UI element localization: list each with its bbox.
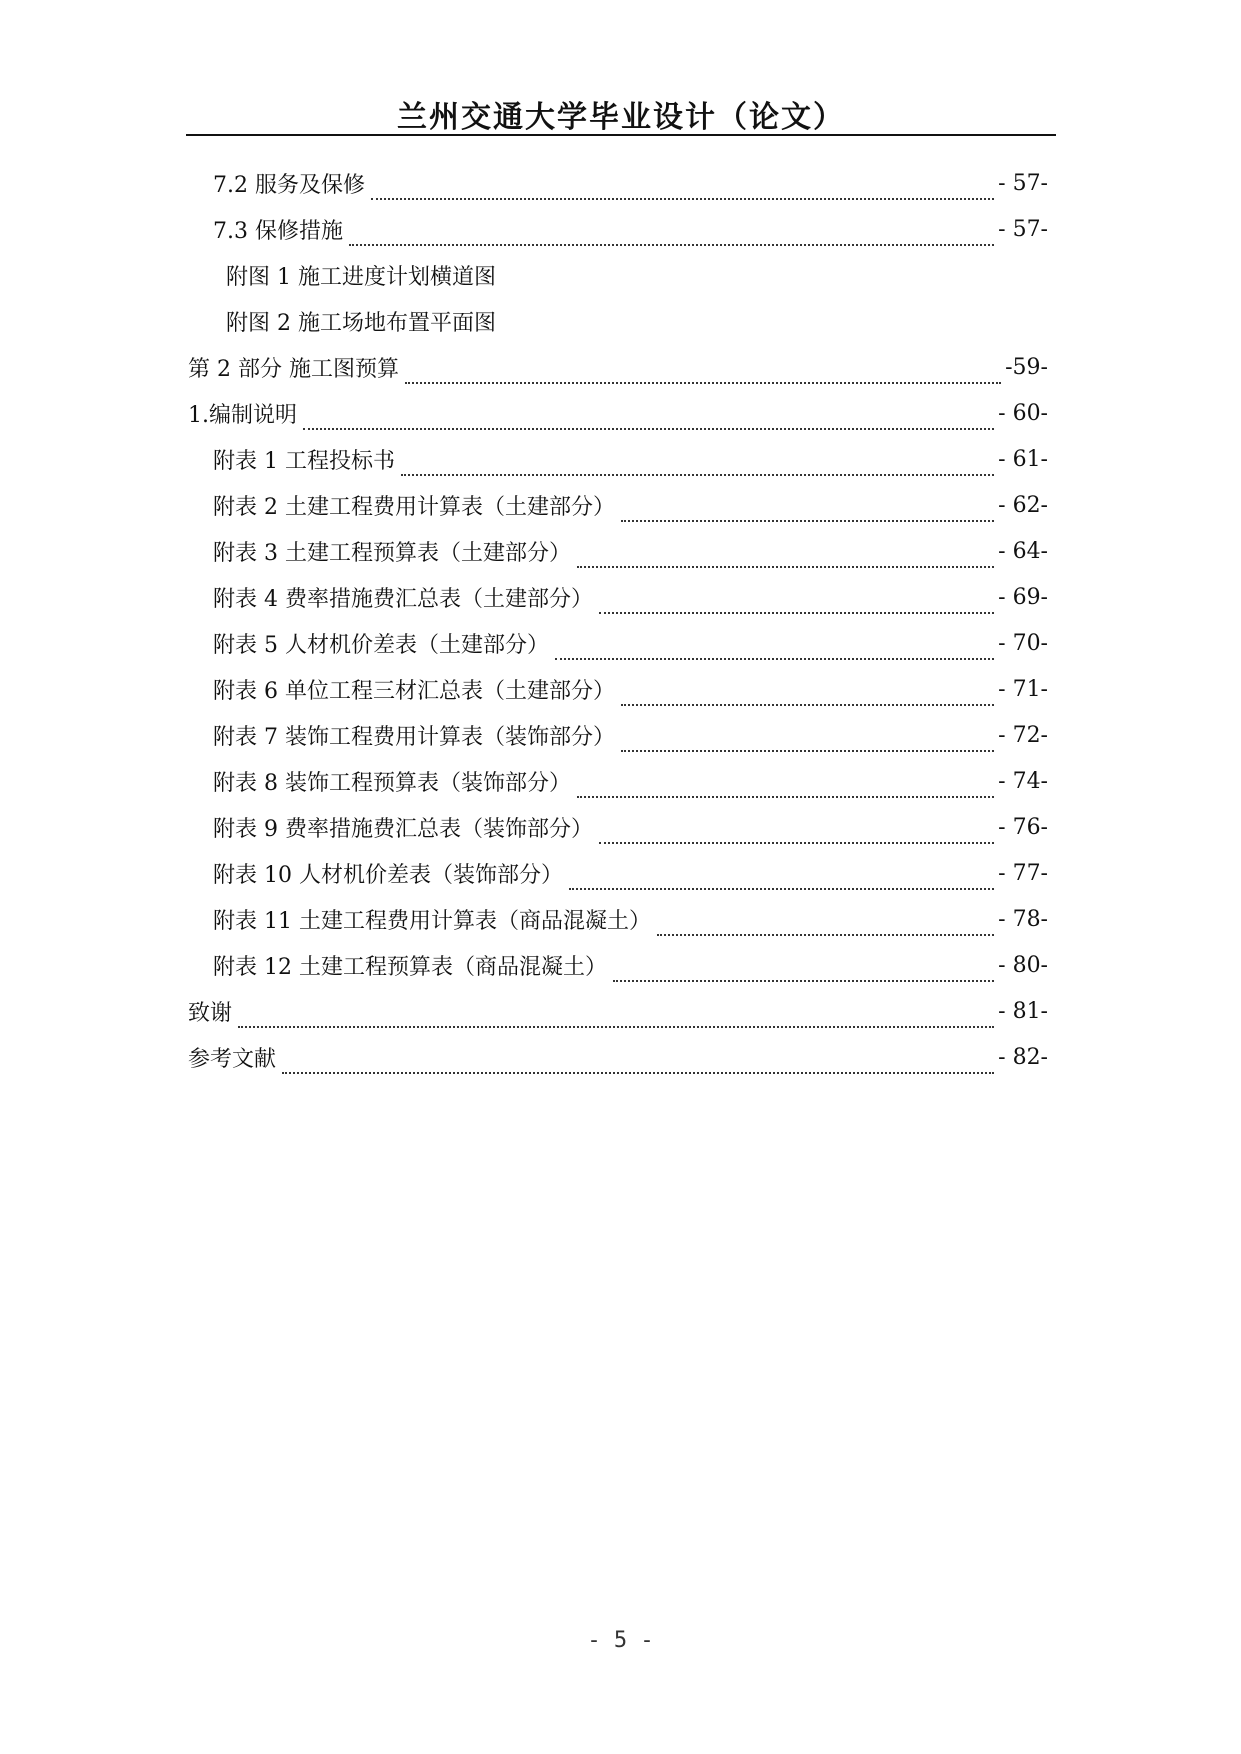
toc-entry-label: 附表 9 费率措施费汇总表（装饰部分） [213, 812, 599, 843]
toc-dot-leader [621, 728, 994, 752]
toc-entry[interactable] [188, 1034, 1048, 1080]
toc-entry-page: - 62- [998, 492, 1048, 518]
toc-entry-page: - 77- [998, 860, 1048, 886]
toc-dot-leader [577, 774, 994, 798]
toc-entry[interactable] [188, 988, 1048, 1034]
toc-dot-leader [238, 1004, 994, 1028]
toc-entry-page: - 81- [998, 998, 1048, 1024]
toc-entry[interactable] [188, 482, 1048, 528]
toc-dot-leader [349, 222, 994, 246]
toc-entry-label: 附表 6 单位工程三材汇总表（土建部分） [213, 674, 621, 705]
toc-dot-leader [621, 682, 994, 706]
toc-dot-leader [569, 866, 994, 890]
toc-entry-label: 附表 11 土建工程费用计算表（商品混凝土） [213, 904, 657, 935]
toc-entry-label: 第 2 部分 施工图预算 [188, 352, 405, 383]
toc-entry-page: - 72- [998, 722, 1048, 748]
toc-entry[interactable] [188, 666, 1048, 712]
toc-entry-label: 1.编制说明 [188, 398, 303, 429]
toc-entry-label: 附表 8 装饰工程预算表（装饰部分） [213, 766, 577, 797]
toc-entry-label: 附图 1 施工进度计划横道图 [226, 260, 502, 291]
toc-entry-page: - 78- [998, 906, 1048, 932]
toc-entry[interactable] [188, 344, 1048, 390]
toc-dot-leader [599, 820, 994, 844]
toc-entry-page: - 57- [998, 216, 1048, 242]
toc-dot-leader [303, 406, 994, 430]
toc-entry-page: - 57- [998, 170, 1048, 196]
toc-entry[interactable] [188, 206, 1048, 252]
toc-entry-page: - 69- [998, 584, 1048, 610]
toc-entry-page: - 61- [998, 446, 1048, 472]
page-number: - 5 - [587, 1628, 654, 1653]
toc-dot-leader [282, 1050, 994, 1074]
toc-entry[interactable] [188, 298, 1048, 344]
toc-entry-label: 附表 7 装饰工程费用计算表（装饰部分） [213, 720, 621, 751]
toc-entry[interactable] [188, 804, 1048, 850]
toc-entry-label: 7.3 保修措施 [213, 214, 349, 245]
toc-entry[interactable] [188, 758, 1048, 804]
toc-entry-page: - 60- [998, 400, 1048, 426]
toc-dot-leader [577, 544, 994, 568]
toc-dot-leader [621, 498, 994, 522]
toc-entry-label: 致谢 [188, 996, 238, 1027]
toc-dot-leader [401, 452, 994, 476]
toc-entry-page: - 71- [998, 676, 1048, 702]
toc-entry-label: 附图 2 施工场地布置平面图 [226, 306, 502, 337]
toc-entry[interactable] [188, 712, 1048, 758]
toc-entry[interactable] [188, 942, 1048, 988]
toc-dot-leader [405, 360, 1001, 384]
toc-dot-leader [657, 912, 994, 936]
header-divider [186, 134, 1056, 136]
toc-entry[interactable] [188, 620, 1048, 666]
toc-entry-label: 附表 1 工程投标书 [213, 444, 401, 475]
toc-entry-label: 附表 3 土建工程预算表（土建部分） [213, 536, 577, 567]
toc-entry-label: 参考文献 [188, 1042, 282, 1073]
toc-entry-label: 附表 5 人材机价差表（土建部分） [213, 628, 555, 659]
toc-entry[interactable] [188, 528, 1048, 574]
toc-entry-page: -59- [1005, 354, 1048, 380]
toc-dot-leader [613, 958, 994, 982]
toc-entry-label: 附表 2 土建工程费用计算表（土建部分） [213, 490, 621, 521]
toc-entry-page: - 70- [998, 630, 1048, 656]
toc-entry-page: - 82- [998, 1044, 1048, 1070]
toc-entry[interactable] [188, 850, 1048, 896]
toc-entry-label: 附表 10 人材机价差表（装饰部分） [213, 858, 569, 889]
toc-entry-page: - 80- [998, 952, 1048, 978]
toc-entry-page: - 64- [998, 538, 1048, 564]
toc-entry[interactable] [188, 574, 1048, 620]
toc-dot-leader [555, 636, 994, 660]
toc-dot-leader [371, 176, 994, 200]
toc-entry[interactable] [188, 252, 1048, 298]
toc-entry-page: - 76- [998, 814, 1048, 840]
toc-entry-page: - 74- [998, 768, 1048, 794]
table-of-contents [188, 160, 1048, 1080]
toc-entry[interactable] [188, 896, 1048, 942]
toc-dot-leader [599, 590, 994, 614]
toc-entry-label: 附表 4 费率措施费汇总表（土建部分） [213, 582, 599, 613]
toc-entry-label: 附表 12 土建工程预算表（商品混凝土） [213, 950, 613, 981]
toc-entry-label: 7.2 服务及保修 [213, 168, 371, 199]
toc-entry[interactable] [188, 390, 1048, 436]
page-header-title: 兰州交通大学毕业设计（论文） [397, 100, 845, 135]
toc-entry[interactable] [188, 160, 1048, 206]
toc-entry[interactable] [188, 436, 1048, 482]
